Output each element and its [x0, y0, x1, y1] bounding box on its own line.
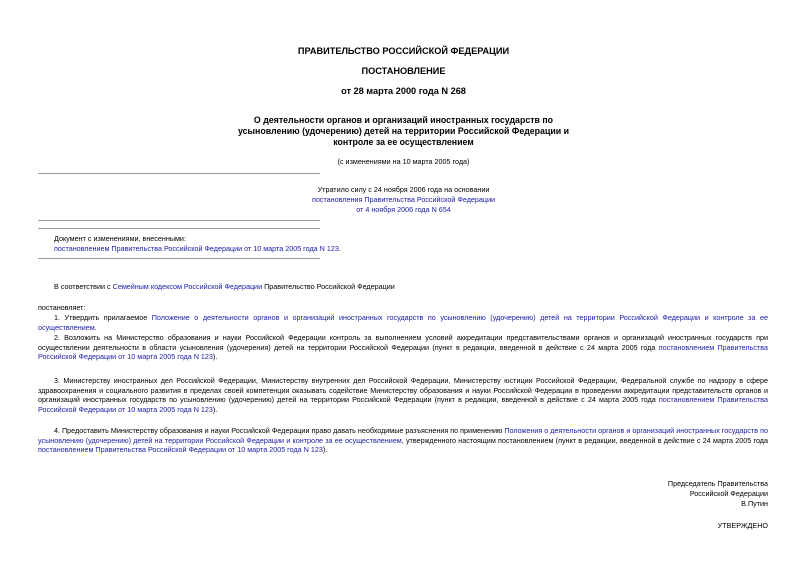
item-2	[38, 333, 768, 362]
item-2-link[interactable]: постановлением Правительства Российской Федерации от 10 марта 2005 года N 123	[38, 342, 768, 362]
item-3-after: ).	[212, 404, 218, 414]
changes-label: Документ с изменениями, внесенными:	[54, 234, 186, 243]
preamble-after: Правительство Российской Федерации	[262, 282, 395, 291]
divider	[38, 228, 320, 229]
expired-link-line2[interactable]: от 4 ноября 2006 года N 654	[356, 205, 451, 214]
divider	[38, 220, 320, 221]
preamble-before: В соответствии с	[54, 282, 113, 291]
signatory-country: Российской Федерации	[689, 489, 768, 498]
item-1-text: 1. Утвердить прилагаемое	[54, 313, 152, 322]
signatory-title: Председатель Правительства	[667, 479, 768, 488]
preamble	[54, 282, 395, 292]
title-line-2: усыновлению (удочерению) детей на территории Российской Федерации и	[237, 126, 570, 136]
item-1	[38, 313, 768, 332]
item-4-after: ).	[322, 445, 328, 455]
item-3	[38, 376, 768, 414]
item-3-link[interactable]: постановлением Правительства Российской Федерации от 10 марта 2005 года N 123	[38, 395, 768, 414]
doc-type-heading: ПОСТАНОВЛЕНИЕ	[361, 66, 446, 76]
date-number: от 28 марта 2000 года N 268	[341, 86, 466, 96]
item-4-text: 4. Предоставить Министерству образования и науки Российской Федерации право давать необходимые разъяснения по применению	[54, 426, 505, 435]
divider	[38, 258, 320, 259]
family-code-link[interactable]: Семейным кодексом Российской Федерации	[112, 282, 263, 291]
government-heading: ПРАВИТЕЛЬСТВО РОССИЙСКОЙ ФЕДЕРАЦИИ	[297, 46, 510, 56]
expired-link-line1[interactable]: постановления Правительства Российской Федерации	[311, 195, 496, 204]
changes-line	[54, 244, 341, 254]
item-2-after: ).	[212, 352, 218, 362]
signatory-name: В.Путин	[741, 499, 768, 508]
item-4-link-decree[interactable]: постановлением Правительства Российской Федерации от 10 марта 2005 года N 123	[38, 445, 323, 455]
item-4-link-regulation[interactable]: Положения о деятельности органов и организаций иностранных государств по усыновлению (удочерению) детей на территории Российской Федерации и контроле за ее осуществлением	[38, 426, 768, 445]
changes-after: .	[338, 244, 341, 253]
changes-link[interactable]: постановлением Правительства Российской Федерации от 10 марта 2005 года N 123	[54, 244, 339, 253]
item-3-text: 3. Министерству иностранных дел Российской Федерации, Министерству внутренних дел Российской Федерации, Министерству юстиции Российской Федерации, Федеральной службе по надзору в сфере здравоохранения и социального развития в пределах своей компетенции оказывать содействие Министерству образования и науки Российской Федерации в проведении аккредитации представительств органов и организаций иностранных государств по усыновлению (удочерению) детей на территории Российской Федерации (пункт в редакции, введенной в действие с 24 марта 2005 года	[38, 376, 768, 405]
item-4-middle: , утвержденного настоящим постановлением (пункт в редакции, введенной в действие с 24 марта 2005 года	[401, 435, 768, 445]
resolves-label: постановляет:	[38, 303, 86, 312]
amendments-note: (с изменениями на 10 марта 2005 года)	[337, 157, 470, 166]
item-2-text: 2. Возложить на Министерство образования и науки Российской Федерации контроль за выполнением условий аккредитации представительствами органов и организаций иностранных государств при осуществлении деятельности в области усыновления (удочерения) детей на территории Российской Федерации (пункт в редакции, введенной в действие с 24 марта 2005 года	[38, 333, 768, 352]
item-1-link[interactable]: Положение о деятельности органов и организаций иностранных государств по усыновлению (удочерению) детей на территории Российской Федерации и контроле за ее осуществлением	[38, 313, 768, 332]
item-4	[38, 426, 768, 455]
expired-note: Утратило силу с 24 ноября 2006 года на основании	[317, 185, 490, 194]
approved-label: УТВЕРЖДЕНО	[717, 521, 768, 530]
divider	[38, 173, 320, 174]
title-line-3: контроле за ее осуществлением	[333, 137, 474, 147]
item-1-after: .	[94, 322, 97, 332]
title-line-1: О деятельности органов и организаций иностранных государств по	[253, 115, 554, 125]
